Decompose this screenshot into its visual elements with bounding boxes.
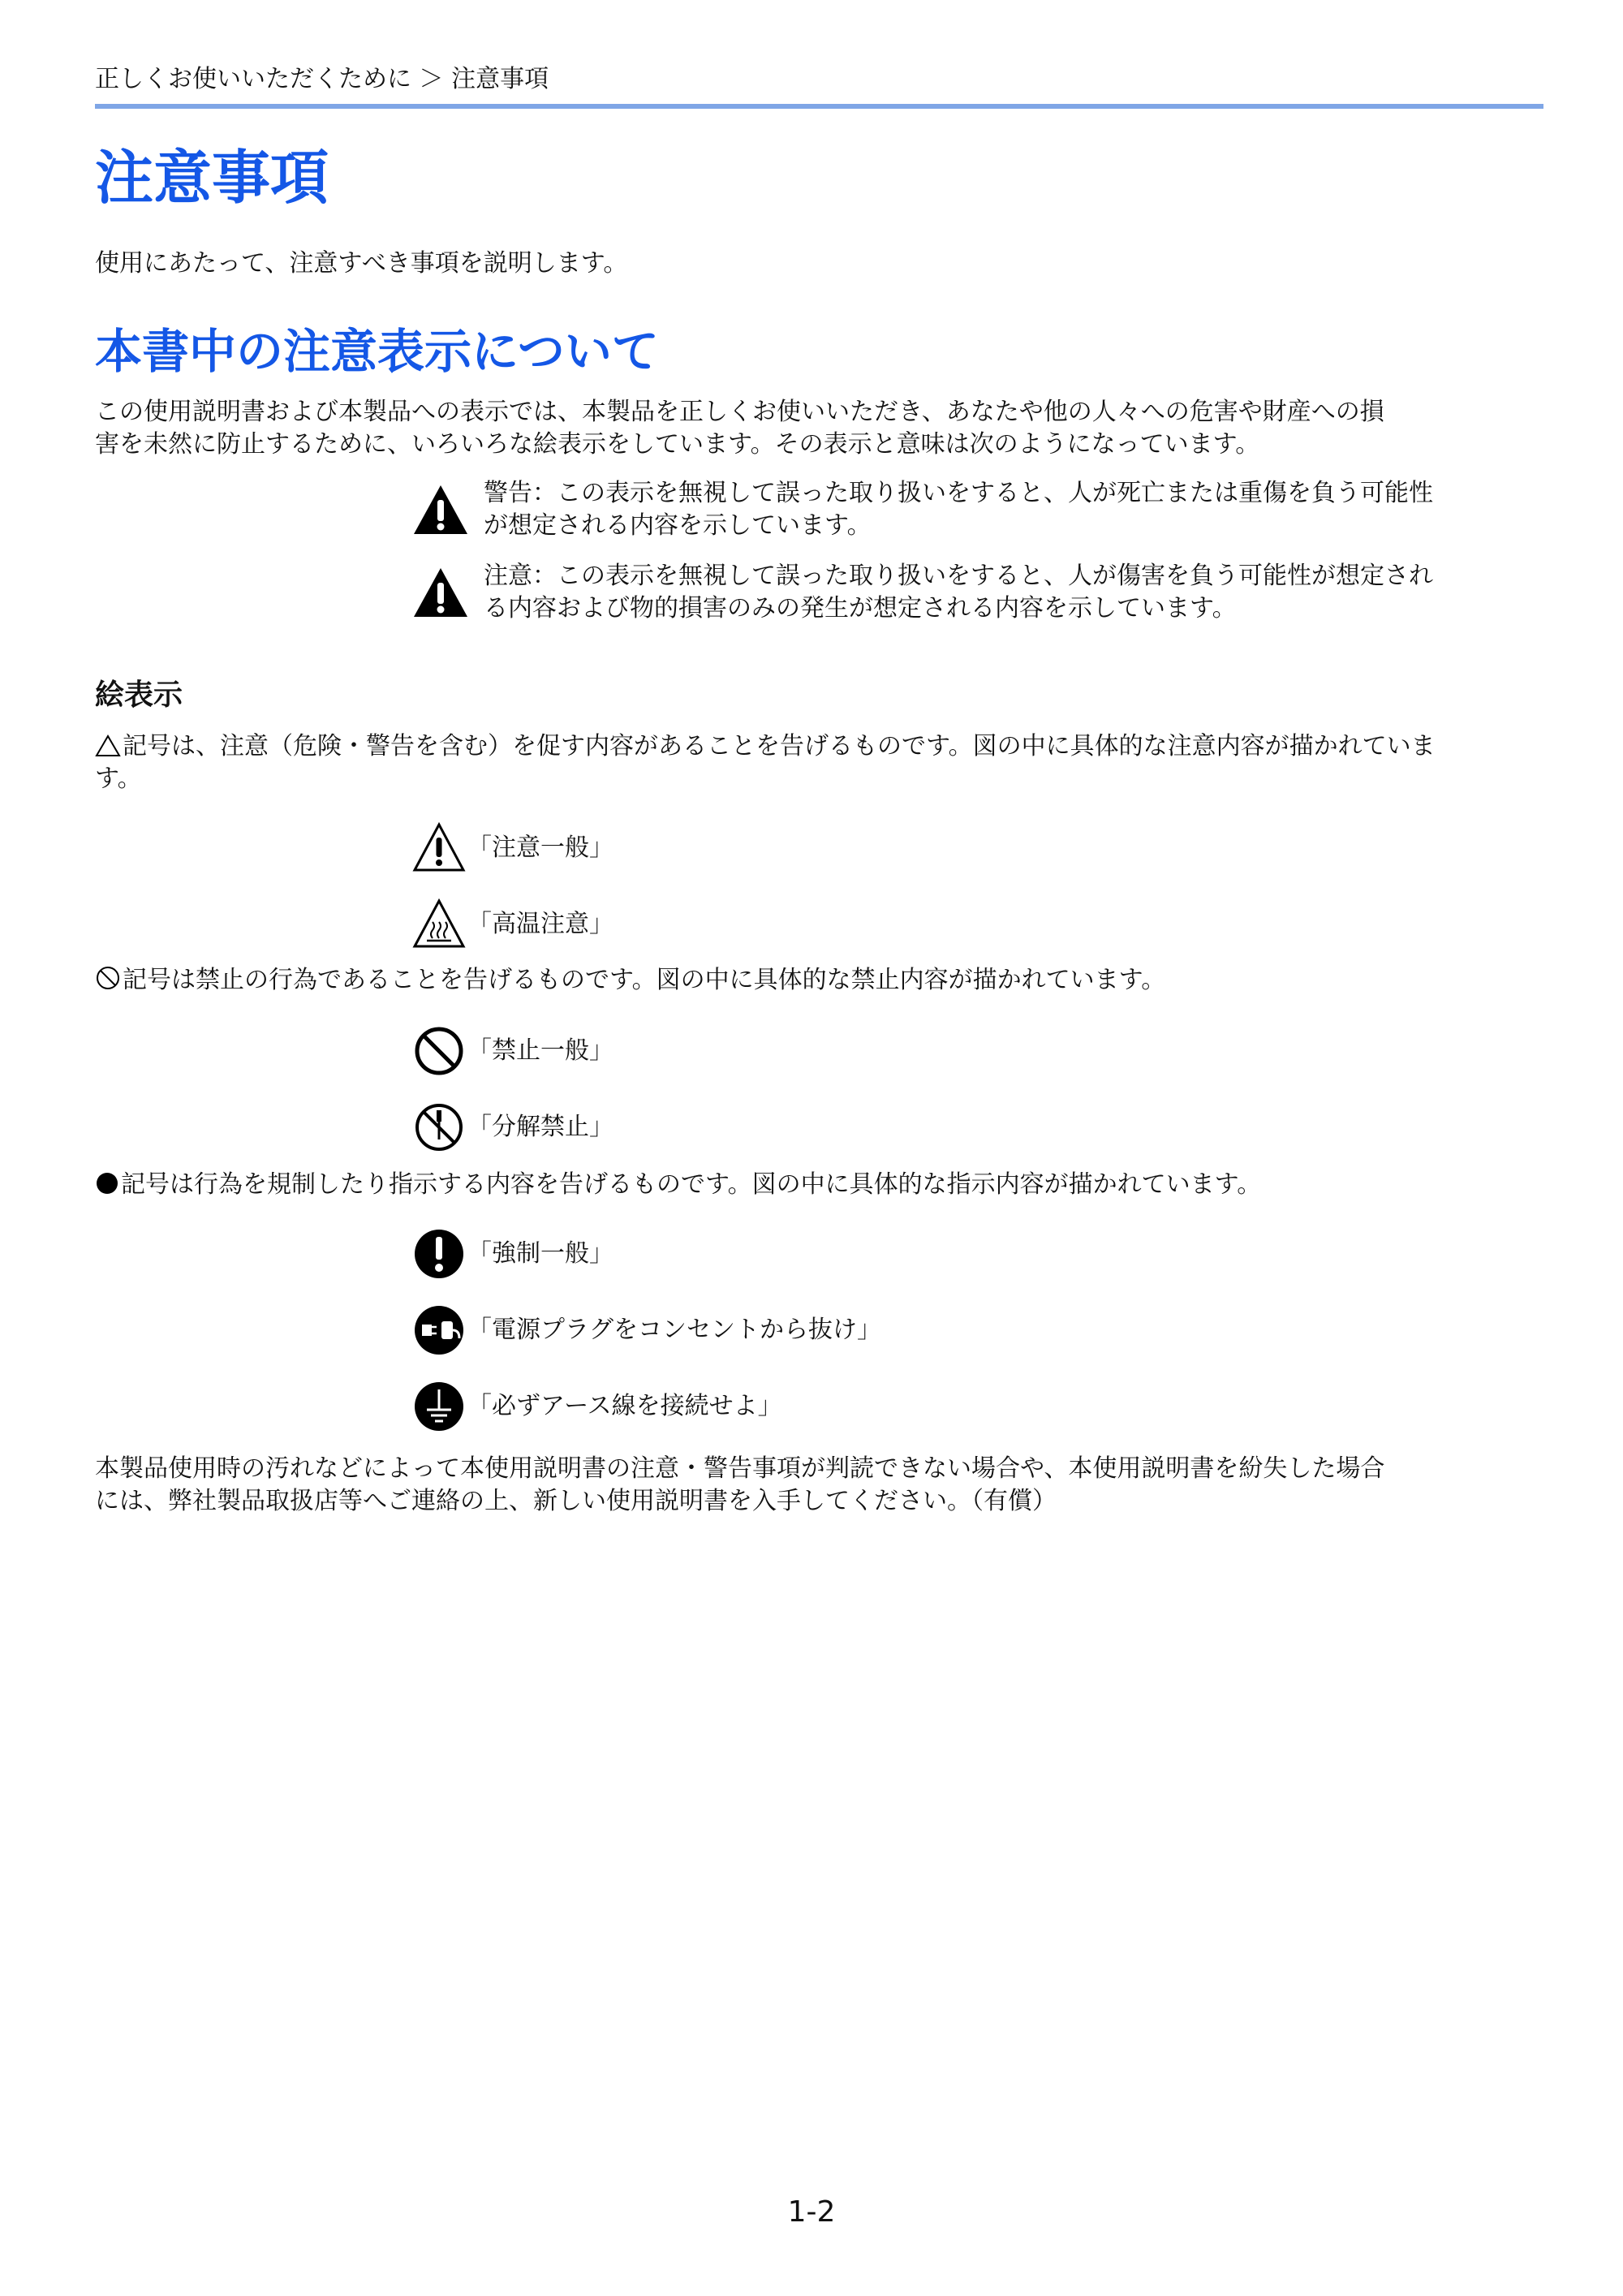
mandatory-general-label: 「強制一般」 [467,1239,613,1268]
triangle-description-line-2: す。 [95,765,142,793]
prohibition-outline-icon [95,965,121,991]
symbol-ground [412,1380,1143,1433]
warning-filled-icon [412,484,469,536]
warning-notice [412,477,1548,550]
no-disassembly-icon [412,1101,466,1154]
closing-paragraph-line-2: には、弊社製品取扱店等へご連絡の上、新しい使用説明書を入手してください。（有償） [95,1487,1057,1515]
no-disassembly-label: 「分解禁止」 [467,1113,613,1141]
warning-text [484,477,1539,542]
mandatory-description-text: 記号は行為を規制したり指示する内容を告げるものです。図の中に具体的な指示内容が描かれています。 [121,1170,1262,1199]
caution-text-line-1: 注意：この表示を無視して誤った取り扱いをすると、人が傷害を負う可能性が想定され [484,562,1433,590]
caution-general-label: 「注意一般」 [467,834,613,862]
triangle-outline-icon [95,734,121,757]
triangle-description-line-1: 記号は、注意（危険・警告を含む）を促す内容があることを告げるものです。図の中に具体的な注意内容が描かれていま [123,732,1436,760]
breadcrumb: 正しくお使いいただくために ＞ 注意事項 [95,65,549,93]
warning-text-line-1: 警告：この表示を無視して誤った取り扱いをすると、人が死亡または重傷を負う可能性 [484,479,1433,507]
pictogram-heading: 絵表示 [95,678,183,712]
caution-text-line-2: る内容および物的損害のみの発生が想定される内容を示しています。 [484,594,1237,622]
unplug-label: 「電源プラグをコンセントから抜け」 [467,1316,881,1344]
ground-label: 「必ずアース線を接続せよ」 [467,1392,782,1420]
section-paragraph-line-1: この使用説明書および本製品への表示では、本製品を正しくお使いいただき、あなたや他の人々への危害や財産への損 [95,398,1384,426]
caution-general-icon [412,821,466,875]
mandatory-description [95,1169,1548,1201]
symbol-prohibition-general [412,1024,1143,1078]
symbol-unplug [412,1303,1143,1357]
symbol-high-temperature [412,898,1143,951]
warning-text-line-2: が想定される内容を示しています。 [484,511,872,540]
page-title: 注意事項 [95,144,329,212]
symbol-mandatory-general [412,1227,1143,1281]
caution-filled-icon [412,566,469,618]
section-paragraph [95,396,1548,461]
mandatory-general-icon [412,1227,466,1281]
symbol-caution-general [412,821,1143,875]
high-temperature-icon [412,898,466,951]
closing-paragraph [95,1453,1548,1518]
prohibition-description [95,964,1548,997]
prohibition-description-text: 記号は禁止の行為であることを告げるものです。図の中に具体的な禁止内容が描かれています。 [123,966,1166,994]
intro-text: 使用にあたって、注意すべき事項を説明します。 [95,249,628,278]
filled-circle-icon [95,1171,119,1195]
symbol-no-disassembly [412,1101,1143,1154]
prohibition-general-icon [412,1024,466,1078]
triangle-description [95,730,1548,795]
prohibition-general-label: 「禁止一般」 [467,1036,613,1065]
unplug-icon [412,1303,466,1357]
high-temperature-label: 「高温注意」 [467,910,613,938]
page-number: 1-2 [787,2195,836,2229]
caution-notice [412,560,1548,633]
caution-text [484,560,1539,625]
ground-icon [412,1380,466,1433]
section-title: 本書中の注意表示について [95,324,659,379]
section-paragraph-line-2: 害を未然に防止するために、いろいろな絵表示をしています。その表示と意味は次のようになっています。 [95,430,1260,459]
header-rule [95,104,1543,109]
closing-paragraph-line-1: 本製品使用時の汚れなどによって本使用説明書の注意・警告事項が判読できない場合や、本使用説明書を紛失した場合 [95,1454,1385,1483]
